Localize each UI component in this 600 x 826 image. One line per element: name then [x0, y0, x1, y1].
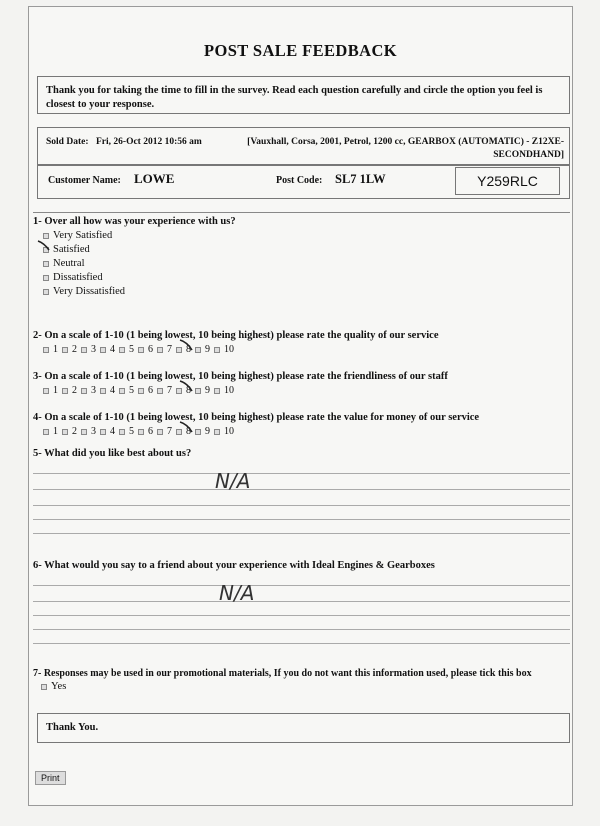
postcode-label: Post Code:	[276, 175, 323, 186]
rating-option-2[interactable]: 2	[62, 344, 77, 355]
rating-option-9[interactable]: 9	[195, 426, 210, 437]
checkbox-icon[interactable]	[157, 347, 163, 353]
question-6: 6- What would you say to a friend about your experience with Ideal Engines & Gearboxes	[33, 560, 435, 571]
checkbox-icon[interactable]	[81, 347, 87, 353]
rating-option-8[interactable]: 8	[176, 385, 191, 396]
sale-info-box	[37, 127, 570, 165]
question-5: 5- What did you like best about us?	[33, 448, 192, 459]
rating-option-3[interactable]: 3	[81, 344, 96, 355]
checkbox-icon[interactable]	[157, 388, 163, 394]
q3-rating-scale	[43, 385, 238, 396]
rating-option-3[interactable]: 3	[81, 385, 96, 396]
answer-line[interactable]	[33, 629, 570, 630]
answer-line[interactable]	[33, 489, 570, 490]
rating-option-1[interactable]: 1	[43, 426, 58, 437]
checkbox-icon[interactable]	[43, 347, 49, 353]
checkbox-icon[interactable]	[214, 388, 220, 394]
rating-option-9[interactable]: 9	[195, 344, 210, 355]
handwritten-answer-q6: N/A	[219, 581, 255, 605]
checkbox-icon[interactable]	[62, 388, 68, 394]
checkbox-icon[interactable]	[138, 429, 144, 435]
q1-option-very-satisfied[interactable]: Very Satisfied	[43, 230, 112, 241]
rating-option-4[interactable]: 4	[100, 344, 115, 355]
checkbox-icon[interactable]	[138, 388, 144, 394]
checkbox-icon[interactable]	[43, 388, 49, 394]
checkbox-icon[interactable]	[43, 275, 49, 281]
checkbox-icon[interactable]	[100, 388, 106, 394]
checkbox-icon[interactable]	[41, 684, 47, 690]
checkbox-icon[interactable]	[43, 289, 49, 295]
answer-line[interactable]	[33, 643, 570, 644]
rating-option-10[interactable]: 10	[214, 426, 234, 437]
checkbox-icon[interactable]	[81, 388, 87, 394]
answer-line[interactable]	[33, 505, 570, 506]
rating-option-5[interactable]: 5	[119, 344, 134, 355]
checkbox-icon[interactable]	[62, 347, 68, 353]
divider	[33, 212, 570, 213]
rating-option-5[interactable]: 5	[119, 385, 134, 396]
rating-option-4[interactable]: 4	[100, 385, 115, 396]
rating-option-10[interactable]: 10	[214, 344, 234, 355]
rating-option-1[interactable]: 1	[43, 385, 58, 396]
question-7: 7- Responses may be used in our promotional materials, If you do not want this information used, please tick this box	[33, 668, 532, 679]
q4-rating-scale	[43, 426, 238, 437]
print-button[interactable]: Print	[35, 771, 66, 785]
rating-option-7[interactable]: 7	[157, 385, 172, 396]
answer-line[interactable]	[33, 585, 570, 586]
intro-box	[37, 76, 570, 114]
q7-option-yes[interactable]: Yes	[41, 681, 66, 692]
answer-line[interactable]	[33, 519, 570, 520]
rating-option-2[interactable]: 2	[62, 426, 77, 437]
answer-line[interactable]	[33, 615, 570, 616]
answer-line[interactable]	[33, 601, 570, 602]
checkbox-icon[interactable]	[119, 429, 125, 435]
checkbox-icon[interactable]	[214, 347, 220, 353]
checkbox-icon[interactable]	[214, 429, 220, 435]
question-2: 2- On a scale of 1-10 (1 being lowest, 10 being highest) please rate the quality of our service	[33, 330, 439, 341]
checkbox-icon[interactable]	[43, 429, 49, 435]
question-4: 4- On a scale of 1-10 (1 being lowest, 10 being highest) please rate the value for money of our service	[33, 412, 480, 423]
form-title: POST SALE FEEDBACK	[203, 41, 398, 60]
customer-name-label: Customer Name:	[48, 175, 121, 186]
checkbox-icon[interactable]	[138, 347, 144, 353]
thank-you-box	[37, 713, 570, 743]
rating-option-1[interactable]: 1	[43, 344, 58, 355]
q1-option-very-dissatisfied[interactable]: Very Dissatisfied	[43, 286, 125, 297]
rating-option-5[interactable]: 5	[119, 426, 134, 437]
checkbox-icon[interactable]	[119, 347, 125, 353]
sold-date-value: Fri, 26-Oct 2012 10:56 am	[96, 137, 202, 147]
checkbox-icon[interactable]	[119, 388, 125, 394]
postcode-value: SL7 1LW	[335, 172, 386, 186]
checkbox-icon[interactable]	[100, 347, 106, 353]
checkbox-icon[interactable]	[157, 429, 163, 435]
registration-plate: Y259RLC	[455, 167, 560, 195]
checkbox-icon[interactable]	[43, 261, 49, 267]
rating-option-7[interactable]: 7	[157, 426, 172, 437]
feedback-sheet	[28, 6, 573, 806]
q1-option-dissatisfied[interactable]: Dissatisfied	[43, 272, 103, 283]
question-3: 3- On a scale of 1-10 (1 being lowest, 10 being highest) please rate the friendliness of our staff	[33, 371, 448, 382]
rating-option-6[interactable]: 6	[138, 385, 153, 396]
intro-text: Thank you for taking the time to fill in the survey. Read each question carefully and circle the option you feel is closest to your response.	[46, 85, 543, 111]
rating-option-10[interactable]: 10	[214, 385, 234, 396]
rating-option-7[interactable]: 7	[157, 344, 172, 355]
rating-option-6[interactable]: 6	[138, 426, 153, 437]
handwritten-answer-q5: N/A	[215, 469, 251, 493]
q1-option-neutral[interactable]: Neutral	[43, 258, 85, 269]
question-1: 1- Over all how was your experience with us?	[33, 216, 236, 227]
rating-option-8[interactable]: 8	[176, 344, 191, 355]
answer-line[interactable]	[33, 533, 570, 534]
thank-you-text: Thank You.	[46, 722, 99, 733]
checkbox-icon[interactable]	[100, 429, 106, 435]
pen-tick-mark-icon	[179, 337, 197, 353]
rating-option-4[interactable]: 4	[100, 426, 115, 437]
customer-name-value: LOWE	[134, 171, 175, 186]
checkbox-icon[interactable]	[81, 429, 87, 435]
pen-tick-mark-icon	[37, 238, 55, 252]
rating-option-9[interactable]: 9	[195, 385, 210, 396]
pen-tick-mark-icon	[179, 419, 197, 435]
sold-date-label: Sold Date:	[46, 137, 89, 147]
answer-line[interactable]	[33, 473, 570, 474]
rating-option-2[interactable]: 2	[62, 385, 77, 396]
rating-option-8[interactable]: 8	[176, 426, 191, 437]
q1-option-satisfied[interactable]: Satisfied	[43, 244, 90, 255]
vehicle-description-line1: [Vauxhall, Corsa, 2001, Petrol, 1200 cc, GEARBOX (AUTOMATIC) - Z12XE-	[247, 137, 564, 147]
vehicle-description-line2: SECONDHAND]	[493, 150, 564, 160]
rating-option-6[interactable]: 6	[138, 344, 153, 355]
q2-rating-scale	[43, 344, 238, 355]
pen-tick-mark-icon	[179, 378, 197, 394]
checkbox-icon[interactable]	[62, 429, 68, 435]
rating-option-3[interactable]: 3	[81, 426, 96, 437]
